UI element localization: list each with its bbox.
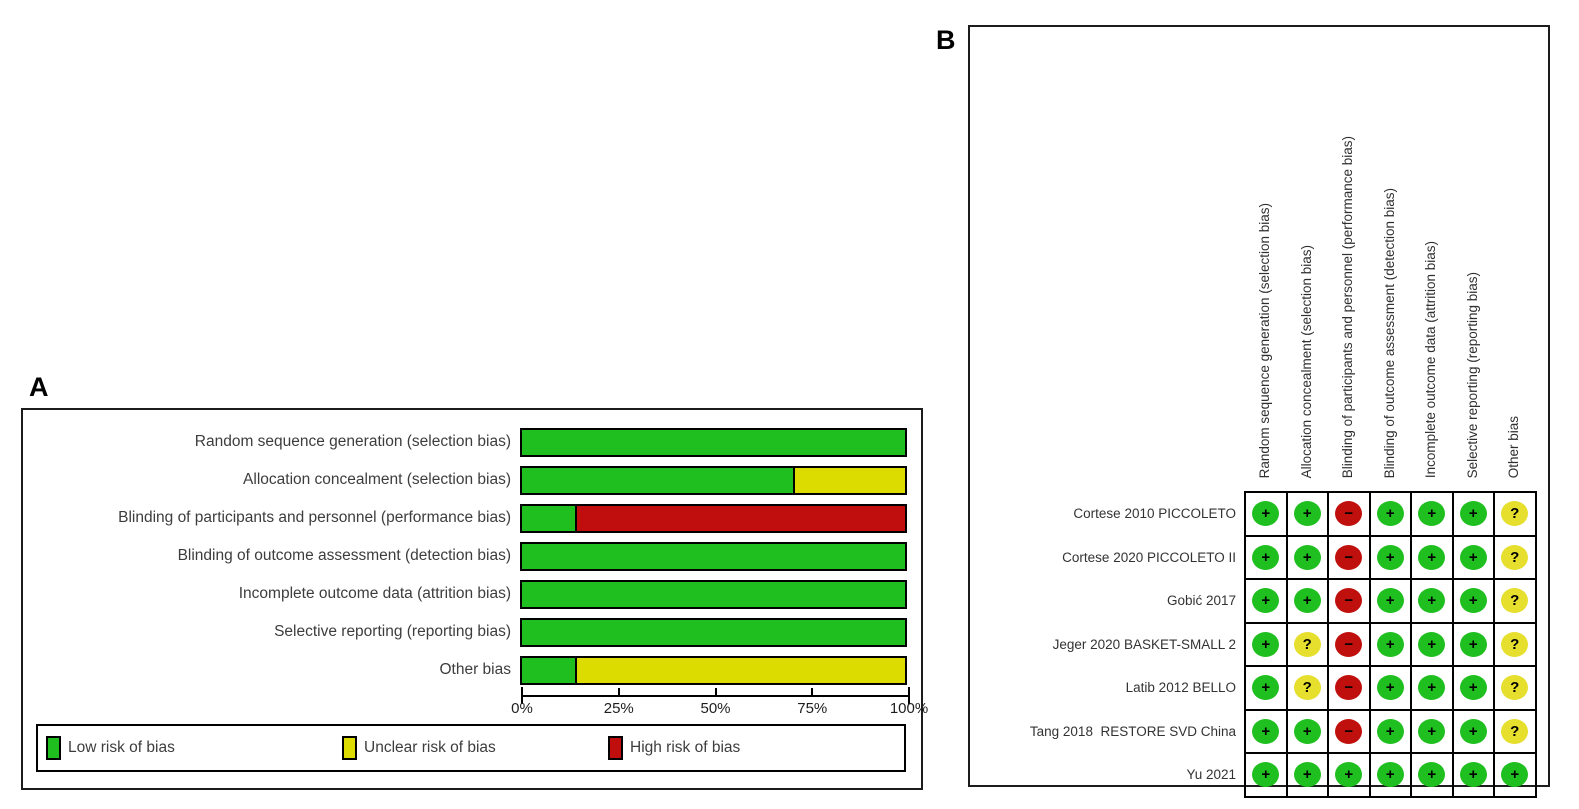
bar-segment-low-risk-of-bias bbox=[522, 620, 905, 645]
bar-row bbox=[23, 461, 921, 499]
low-risk-circle: + bbox=[1501, 762, 1528, 787]
judgement-cell bbox=[1494, 710, 1536, 754]
unclear-risk-circle: ? bbox=[1501, 545, 1528, 570]
stacked-bar bbox=[520, 466, 907, 495]
column-header-text: Other bias bbox=[1506, 415, 1522, 478]
bar-category-label: Blinding of participants and personnel (performance bias) bbox=[118, 509, 511, 526]
low-risk-circle: + bbox=[1252, 545, 1279, 570]
risk-of-bias-matrix bbox=[970, 27, 1537, 798]
stacked-bar bbox=[520, 428, 907, 457]
bar-segment-high-risk-of-bias bbox=[577, 506, 905, 531]
matrix-column-header bbox=[1411, 27, 1453, 492]
judgement-cell bbox=[1287, 536, 1329, 580]
high-risk-circle: − bbox=[1335, 719, 1362, 744]
study-row bbox=[970, 536, 1536, 580]
legend-label: Low risk of bias bbox=[68, 739, 175, 756]
judgement-cell bbox=[1370, 753, 1412, 797]
high-risk-circle: − bbox=[1335, 675, 1362, 700]
study-label: Tang 2018 RESTORE SVD China bbox=[1029, 723, 1236, 739]
judgement-cell bbox=[1494, 492, 1536, 536]
judgement-cell bbox=[1245, 753, 1287, 797]
x-axis bbox=[511, 686, 929, 724]
judgement-cell bbox=[1494, 623, 1536, 667]
bar-row bbox=[23, 537, 921, 575]
judgement-cell bbox=[1287, 623, 1329, 667]
study-row bbox=[970, 710, 1536, 754]
unclear-risk-circle: ? bbox=[1501, 719, 1528, 744]
bar-row bbox=[23, 651, 921, 689]
low-risk-circle: + bbox=[1252, 588, 1279, 613]
matrix-column-header bbox=[1453, 27, 1495, 492]
low-risk-circle: + bbox=[1252, 762, 1279, 787]
low-risk-circle: + bbox=[1418, 719, 1445, 744]
low-risk-circle: + bbox=[1294, 545, 1321, 570]
panel-b-label: B bbox=[936, 25, 956, 55]
bar-category-label: Other bias bbox=[439, 661, 511, 678]
judgement-cell bbox=[1370, 536, 1412, 580]
bar-row bbox=[23, 575, 921, 613]
low-risk-circle: + bbox=[1418, 632, 1445, 657]
study-row bbox=[970, 753, 1536, 797]
axis-tick-label: 25% bbox=[603, 700, 634, 717]
bar-row bbox=[23, 423, 921, 461]
column-header-text: Selective reporting (reporting bias) bbox=[1464, 271, 1480, 478]
judgement-cell bbox=[1245, 623, 1287, 667]
bar-category-label: Random sequence generation (selection bias) bbox=[194, 433, 511, 450]
judgement-cell bbox=[1328, 492, 1370, 536]
judgement-cell bbox=[1370, 710, 1412, 754]
bar-category-label: Incomplete outcome data (attrition bias) bbox=[238, 585, 511, 602]
judgement-cell bbox=[1370, 579, 1412, 623]
judgement-cell bbox=[1370, 492, 1412, 536]
unclear-risk-circle: ? bbox=[1294, 632, 1321, 657]
bar-category-label: Allocation concealment (selection bias) bbox=[243, 471, 511, 488]
low-risk-circle: + bbox=[1377, 719, 1404, 744]
judgement-cell bbox=[1287, 492, 1329, 536]
study-row bbox=[970, 579, 1536, 623]
unclear-risk-circle: ? bbox=[1501, 588, 1528, 613]
axis-tick-label: 50% bbox=[700, 700, 731, 717]
judgement-cell bbox=[1411, 753, 1453, 797]
bar-category-label: Selective reporting (reporting bias) bbox=[274, 623, 511, 640]
low-risk-circle: + bbox=[1294, 762, 1321, 787]
judgement-cell bbox=[1453, 536, 1495, 580]
unclear-risk-circle: ? bbox=[1501, 632, 1528, 657]
stacked-bar bbox=[520, 656, 907, 685]
matrix-column-header bbox=[1328, 27, 1370, 492]
legend-swatch-unclear-risk-of-bias bbox=[342, 736, 357, 760]
axis-tick-label: 100% bbox=[889, 700, 929, 717]
axis-tick bbox=[618, 688, 620, 697]
low-risk-circle: + bbox=[1335, 762, 1362, 787]
study-label: Latib 2012 BELLO bbox=[1125, 680, 1236, 696]
judgement-cell bbox=[1328, 710, 1370, 754]
legend bbox=[36, 724, 906, 772]
legend-entry-low-risk-of-bias bbox=[46, 736, 175, 760]
low-risk-circle: + bbox=[1377, 545, 1404, 570]
judgement-cell bbox=[1245, 710, 1287, 754]
judgement-cell bbox=[1494, 579, 1536, 623]
bar-row bbox=[23, 613, 921, 651]
low-risk-circle: + bbox=[1294, 588, 1321, 613]
low-risk-circle: + bbox=[1252, 719, 1279, 744]
axis-tick-label: 0% bbox=[511, 700, 533, 717]
judgement-cell bbox=[1245, 666, 1287, 710]
study-row bbox=[970, 666, 1536, 710]
judgement-cell bbox=[1494, 753, 1536, 797]
judgement-cell bbox=[1411, 666, 1453, 710]
judgement-cell bbox=[1411, 710, 1453, 754]
low-risk-circle: + bbox=[1460, 762, 1487, 787]
legend-entry-unclear-risk-of-bias bbox=[342, 736, 496, 760]
judgement-cell bbox=[1245, 536, 1287, 580]
judgement-cell bbox=[1411, 579, 1453, 623]
judgement-cell bbox=[1287, 753, 1329, 797]
judgement-cell bbox=[1411, 623, 1453, 667]
bar-segment-low-risk-of-bias bbox=[522, 506, 577, 531]
judgement-cell bbox=[1453, 623, 1495, 667]
low-risk-circle: + bbox=[1460, 588, 1487, 613]
judgement-cell bbox=[1453, 492, 1495, 536]
judgement-cell bbox=[1370, 623, 1412, 667]
low-risk-circle: + bbox=[1418, 588, 1445, 613]
judgement-cell bbox=[1328, 753, 1370, 797]
low-risk-circle: + bbox=[1377, 762, 1404, 787]
matrix-header-row bbox=[970, 27, 1536, 492]
bar-segment-low-risk-of-bias bbox=[522, 544, 905, 569]
judgement-cell bbox=[1453, 753, 1495, 797]
column-header-text: Random sequence generation (selection bias) bbox=[1257, 202, 1273, 478]
low-risk-circle: + bbox=[1294, 719, 1321, 744]
low-risk-circle: + bbox=[1460, 545, 1487, 570]
judgement-cell bbox=[1245, 492, 1287, 536]
risk-of-bias-summary-panel bbox=[968, 25, 1550, 787]
low-risk-circle: + bbox=[1377, 675, 1404, 700]
column-header-text: Allocation concealment (selection bias) bbox=[1298, 244, 1314, 478]
legend-label: High risk of bias bbox=[630, 739, 741, 756]
unclear-risk-circle: ? bbox=[1294, 675, 1321, 700]
study-label: Gobić 2017 bbox=[1166, 593, 1236, 609]
stacked-bar bbox=[520, 580, 907, 609]
legend-swatch-high-risk-of-bias bbox=[608, 736, 623, 760]
low-risk-circle: + bbox=[1460, 675, 1487, 700]
judgement-cell bbox=[1287, 579, 1329, 623]
study-label: Yu 2021 bbox=[1186, 767, 1236, 783]
judgement-cell bbox=[1411, 492, 1453, 536]
judgement-cell bbox=[1287, 666, 1329, 710]
bar-segment-low-risk-of-bias bbox=[522, 658, 577, 683]
low-risk-circle: + bbox=[1377, 588, 1404, 613]
judgement-cell bbox=[1287, 710, 1329, 754]
bar-segment-unclear-risk-of-bias bbox=[795, 468, 905, 493]
low-risk-circle: + bbox=[1418, 545, 1445, 570]
low-risk-circle: + bbox=[1294, 501, 1321, 526]
judgement-cell bbox=[1328, 666, 1370, 710]
low-risk-circle: + bbox=[1377, 632, 1404, 657]
low-risk-circle: + bbox=[1252, 501, 1279, 526]
low-risk-circle: + bbox=[1460, 632, 1487, 657]
judgement-cell bbox=[1370, 666, 1412, 710]
low-risk-circle: + bbox=[1418, 762, 1445, 787]
axis-tick-label: 75% bbox=[797, 700, 828, 717]
low-risk-circle: + bbox=[1460, 719, 1487, 744]
stacked-bar bbox=[520, 618, 907, 647]
bar-segment-low-risk-of-bias bbox=[522, 582, 905, 607]
judgement-cell bbox=[1494, 666, 1536, 710]
judgement-cell bbox=[1328, 623, 1370, 667]
risk-of-bias-graph-panel bbox=[21, 408, 929, 790]
stacked-bar bbox=[520, 504, 907, 533]
judgement-cell bbox=[1453, 710, 1495, 754]
low-risk-circle: + bbox=[1460, 501, 1487, 526]
axis-tick bbox=[715, 688, 717, 697]
low-risk-circle: + bbox=[1377, 501, 1404, 526]
matrix-column-header bbox=[1245, 27, 1287, 492]
study-label: Cortese 2010 PICCOLETO bbox=[1073, 506, 1236, 522]
low-risk-circle: + bbox=[1418, 501, 1445, 526]
study-label: Jeger 2020 BASKET-SMALL 2 bbox=[1052, 636, 1236, 652]
column-header-text: Incomplete outcome data (attrition bias) bbox=[1423, 240, 1439, 478]
low-risk-circle: + bbox=[1418, 675, 1445, 700]
bar-row bbox=[23, 499, 921, 537]
study-row bbox=[970, 623, 1536, 667]
bar-segment-low-risk-of-bias bbox=[522, 468, 795, 493]
low-risk-circle: + bbox=[1252, 675, 1279, 700]
matrix-column-header bbox=[1370, 27, 1412, 492]
judgement-cell bbox=[1453, 666, 1495, 710]
high-risk-circle: − bbox=[1335, 588, 1362, 613]
legend-label: Unclear risk of bias bbox=[364, 739, 496, 756]
judgement-cell bbox=[1328, 579, 1370, 623]
judgement-cell bbox=[1453, 579, 1495, 623]
panel-a-label: A bbox=[29, 372, 49, 402]
column-header-text: Blinding of outcome assessment (detection bias) bbox=[1381, 187, 1397, 478]
high-risk-circle: − bbox=[1335, 501, 1362, 526]
matrix-column-header bbox=[1287, 27, 1329, 492]
risk-bar-rows bbox=[23, 423, 921, 689]
axis-tick bbox=[811, 688, 813, 697]
judgement-cell bbox=[1245, 579, 1287, 623]
unclear-risk-circle: ? bbox=[1501, 675, 1528, 700]
matrix-corner bbox=[970, 27, 1245, 492]
legend-swatch-low-risk-of-bias bbox=[46, 736, 61, 760]
matrix-column-header bbox=[1494, 27, 1536, 492]
matrix-table-body bbox=[970, 27, 1536, 797]
judgement-cell bbox=[1494, 536, 1536, 580]
study-label: Cortese 2020 PICCOLETO II bbox=[1062, 549, 1236, 565]
column-header-text: Blinding of participants and personnel (performance bias) bbox=[1340, 135, 1356, 478]
judgement-cell bbox=[1328, 536, 1370, 580]
unclear-risk-circle: ? bbox=[1501, 501, 1528, 526]
bar-category-label: Blinding of outcome assessment (detection bias) bbox=[177, 547, 511, 564]
bar-segment-low-risk-of-bias bbox=[522, 430, 905, 455]
legend-entry-high-risk-of-bias bbox=[608, 736, 740, 760]
high-risk-circle: − bbox=[1335, 545, 1362, 570]
low-risk-circle: + bbox=[1252, 632, 1279, 657]
high-risk-circle: − bbox=[1335, 632, 1362, 657]
judgement-cell bbox=[1411, 536, 1453, 580]
bar-segment-unclear-risk-of-bias bbox=[577, 658, 905, 683]
stacked-bar bbox=[520, 542, 907, 571]
study-row bbox=[970, 492, 1536, 536]
